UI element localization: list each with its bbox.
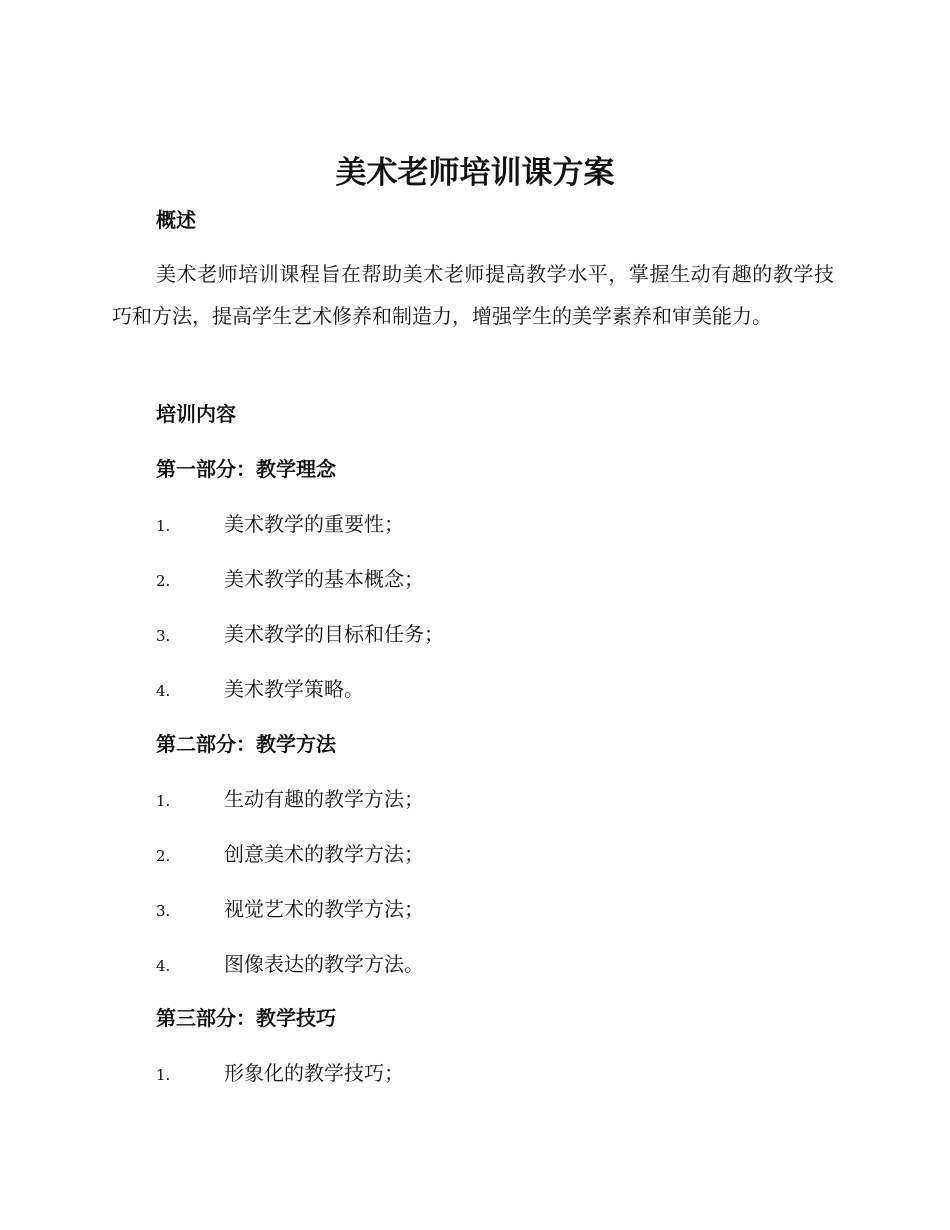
list-item-number: 4. bbox=[156, 957, 171, 975]
list-item bbox=[156, 565, 424, 595]
list-item bbox=[156, 840, 424, 870]
list-item bbox=[156, 510, 404, 540]
list-item-number: 4. bbox=[156, 682, 171, 700]
list-item-number: 1. bbox=[156, 517, 171, 535]
list-item-text: 图像表达的教学方法。 bbox=[224, 952, 424, 976]
list-item-text: 形象化的教学技巧； bbox=[224, 1061, 404, 1085]
list-item bbox=[156, 1059, 404, 1089]
list-item-text: 生动有趣的教学方法； bbox=[224, 787, 424, 811]
overview-paragraph: 美术老师培训课程旨在帮助美术老师提高教学水平，掌握生动有趣的教学技巧和方法，提高学生艺术修养和制造力，增强学生的美学素养和审美能力。 bbox=[112, 262, 834, 328]
list-item bbox=[156, 675, 364, 705]
training-content-heading: 培训内容 bbox=[156, 402, 236, 426]
list-item-number: 1. bbox=[156, 792, 171, 810]
list-item-text: 创意美术的教学方法； bbox=[224, 842, 424, 866]
list-item-number: 2. bbox=[156, 847, 171, 865]
section-1-heading: 第一部分：教学理念 bbox=[156, 457, 336, 481]
list-item-text: 美术教学的重要性； bbox=[224, 512, 404, 536]
overview-heading: 概述 bbox=[156, 208, 196, 232]
list-item bbox=[156, 895, 424, 925]
section-2-heading: 第二部分：教学方法 bbox=[156, 732, 336, 756]
list-item bbox=[156, 950, 424, 980]
document-title: 美术老师培训课方案 bbox=[335, 155, 615, 191]
section-3-heading: 第三部分：教学技巧 bbox=[156, 1006, 336, 1030]
list-item-text: 美术教学的基本概念； bbox=[224, 567, 424, 591]
list-item-text: 美术教学的目标和任务； bbox=[224, 622, 444, 646]
list-item bbox=[156, 620, 444, 650]
list-item bbox=[156, 785, 424, 815]
list-item-number: 3. bbox=[156, 627, 171, 645]
list-item-number: 2. bbox=[156, 572, 171, 590]
list-item-number: 1. bbox=[156, 1066, 171, 1084]
list-item-text: 美术教学策略。 bbox=[224, 677, 364, 701]
list-item-text: 视觉艺术的教学方法； bbox=[224, 897, 424, 921]
list-item-number: 3. bbox=[156, 902, 171, 920]
